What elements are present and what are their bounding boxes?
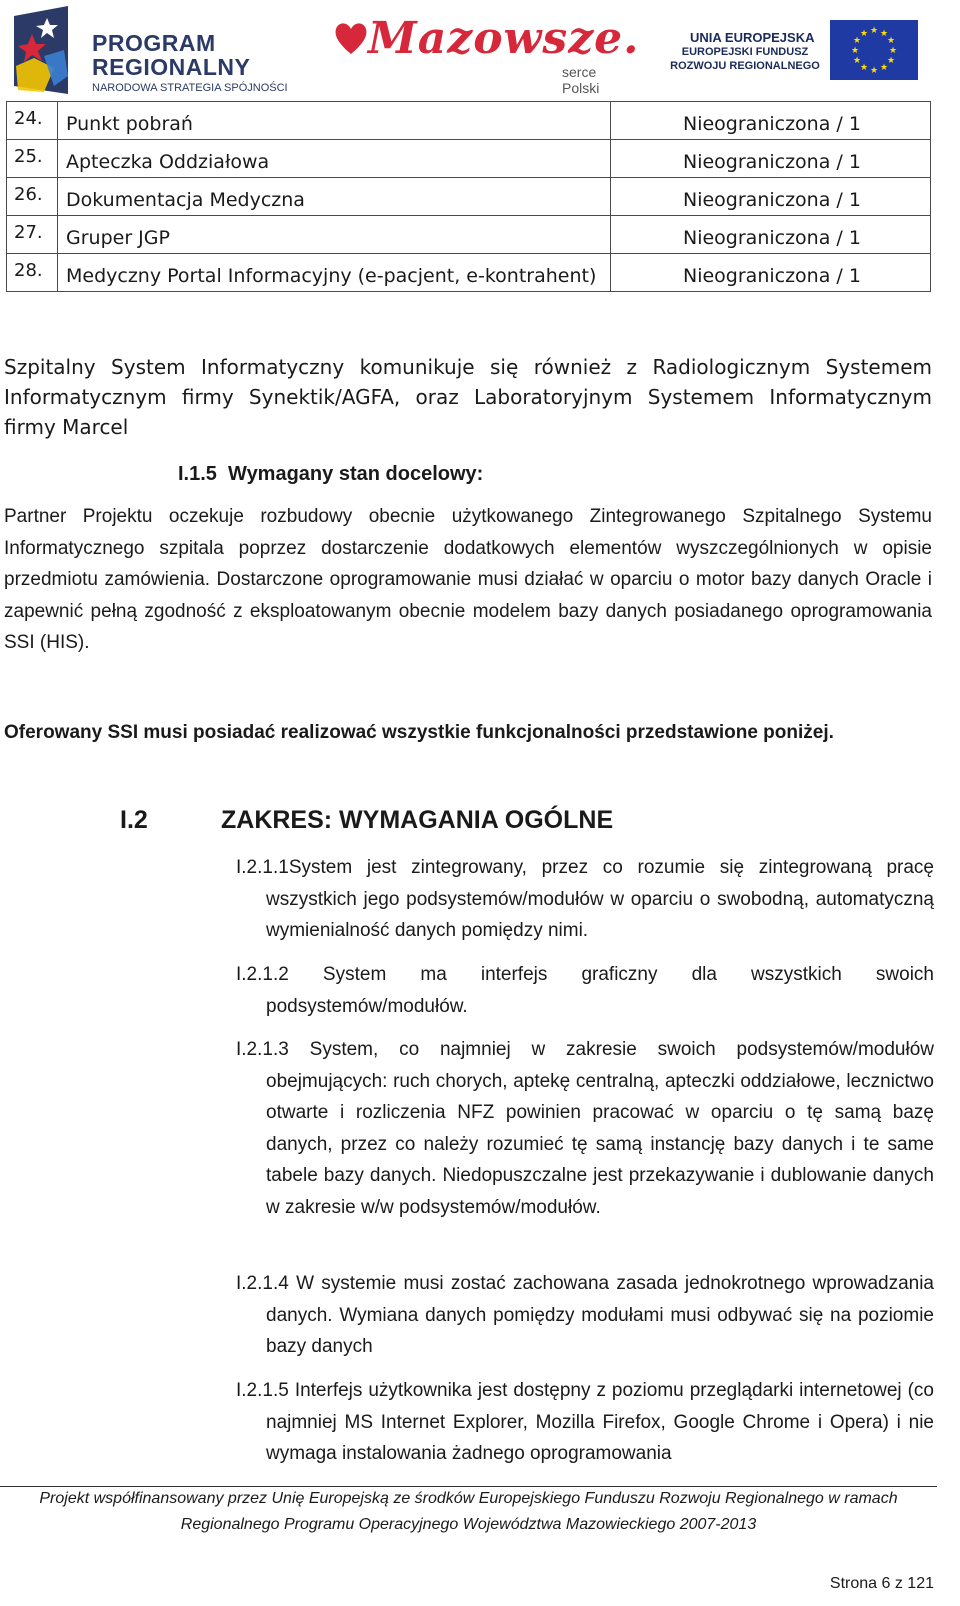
svg-text:★: ★: [850, 46, 860, 56]
footer-line1: Projekt współfinansowany przez Unię Europejską ze środków Europejskiego Funduszu Rozwoju Regionalnego w ramach: [39, 1490, 898, 1507]
program-regionalny-logo: [14, 6, 294, 94]
requirement-item: [236, 1268, 934, 1363]
program-title-line2: REGIONALNY: [92, 54, 251, 80]
table-row: [7, 178, 931, 216]
requirement-number: I.2.1.1: [236, 857, 289, 878]
row-number: 28.: [7, 254, 58, 292]
partner-paragraph: Partner Projektu oczekuje rozbudowy obecnie użytkowanego Zintegrowanego Szpitalnego Systemu Informatycznego szpitala poprzez dostarczenie dodatkowych elementów wyszczególnionych w opisie przedmiotu zamówienia. Dostarczone oprogramowanie musi działać w oparciu o motor bazy danych Oracle i zapewnić pełną zgodność z eksploatowanym obecnie modelem bazy danych posiadanego oprogramowania SSI (HIS).: [4, 506, 932, 653]
svg-text:★: ★: [879, 29, 889, 39]
eu-logo: [670, 18, 930, 84]
svg-text:★: ★: [886, 36, 896, 46]
requirement-text: System ma interfejs graficzny dla wszystkich swoich podsystemów/modułów.: [266, 964, 934, 1017]
requirement-item: [236, 959, 934, 1022]
table-row: [7, 140, 931, 178]
page-header: [0, 0, 960, 100]
svg-text:★: ★: [869, 66, 879, 76]
table-row: [7, 102, 931, 140]
requirement-number: I.2.1.5: [236, 1380, 289, 1401]
row-number: 25.: [7, 140, 58, 178]
eu-title: UNIA EUROPEJSKA: [690, 30, 815, 45]
footer-line2: Regionalnego Programu Operacyjnego Województwa Mazowieckiego 2007-2013: [180, 1516, 757, 1533]
mazowsze-wordmark: Mazowsze.: [368, 13, 640, 64]
page-number: Strona 6 z 121: [829, 1575, 934, 1592]
eu-fund-line1: EUROPEJSKI FUNDUSZ: [681, 46, 809, 58]
module-name: Punkt pobrań: [58, 102, 611, 140]
eu-flag-icon: [830, 20, 918, 80]
requirement-text: System, co najmniej w zakresie swoich podsystemów/modułów obejmujących: ruch chorych, aptekę centralną, apteczki oddziałowe, lecznictwo otwarte i rozliczenia NFZ powinien pracować w oparciu o tę samą bazę danych, przez co należy rozumieć tę samą instancję bazy danych i te same tabele bazy danych. Niedopuszczalne jest przekazywanie i dublowanie danych w zakresie w/w podsystemów/modułów.: [266, 1039, 934, 1218]
svg-text:★: ★: [879, 63, 889, 73]
program-subtitle: NARODOWA STRATEGIA SPÓJNOŚCI: [92, 82, 288, 94]
offered-paragraph: Oferowany SSI musi posiadać realizować wszystkie funkcjonalności przedstawione poniżej.: [4, 722, 834, 743]
section-heading-12: [120, 806, 614, 835]
section-number: I.2: [120, 806, 148, 834]
footer-divider: [0, 1486, 937, 1487]
requirement-text: System jest zintegrowany, przez co rozumie się zintegrowaną pracę wszystkich jego podsystemów/modułów w oparciu o swobodną, automatyczną wymienialność danych pomiędzy nimi.: [266, 857, 934, 941]
module-name: Apteczka Oddziałowa: [58, 140, 611, 178]
license-value: Nieograniczona / 1: [611, 216, 931, 254]
license-value: Nieograniczona / 1: [611, 254, 931, 292]
requirement-number: I.2.1.2: [236, 964, 289, 985]
svg-text:★: ★: [869, 26, 879, 36]
requirement-item: [236, 1034, 934, 1223]
module-name: Gruper JGP: [58, 216, 611, 254]
mazowsze-logo: [334, 13, 640, 96]
svg-text:★: ★: [852, 36, 862, 46]
requirement-text: Interfejs użytkownika jest dostępny z poziomu przeglądarki internetowej (co najmniej MS Internet Explorer, Mozilla Firefox, Google Chrome i Opera) i nie wymaga instalowania żadnego oprogramowania: [266, 1380, 934, 1464]
eu-fund-line2: ROZWOJU REGIONALNEGO: [670, 60, 820, 72]
row-number: 26.: [7, 178, 58, 216]
module-name: Medyczny Portal Informacyjny (e-pacjent, e-kontrahent): [58, 254, 611, 292]
communication-paragraph: Szpitalny System Informatyczny komunikuje się również z Radiologicznym Systemem Informatycznym firmy Synektik/AGFA, oraz Laboratoryjnym Systemem Informatycznym firmy Marcel: [4, 355, 932, 439]
module-name: Dokumentacja Medyczna: [58, 178, 611, 216]
requirement-item: [236, 852, 934, 947]
section-heading-115: [178, 463, 483, 486]
license-value: Nieograniczona / 1: [611, 102, 931, 140]
program-title-line1: PROGRAM: [92, 30, 216, 56]
svg-text:★: ★: [859, 29, 869, 39]
heart-icon: [334, 20, 368, 56]
section-number: I.1.5: [178, 463, 217, 485]
program-star-icon: [14, 6, 72, 94]
requirement-item: [236, 1375, 934, 1470]
license-value: Nieograniczona / 1: [611, 140, 931, 178]
row-number: 27.: [7, 216, 58, 254]
modules-table: [6, 101, 931, 292]
requirement-text: W systemie musi zostać zachowana zasada jednokrotnego wprowadzania danych. Wymiana danych pomiędzy modułami musi odbywać się na poziomie bazy danych: [266, 1273, 934, 1357]
table-row: [7, 254, 931, 292]
requirement-number: I.2.1.3: [236, 1039, 289, 1060]
table-row: [7, 216, 931, 254]
row-number: 24.: [7, 102, 58, 140]
svg-text:★: ★: [859, 63, 869, 73]
section-title: Wymagany stan docelowy:: [228, 463, 484, 485]
license-value: Nieograniczona / 1: [611, 178, 931, 216]
section-title: ZAKRES: WYMAGANIA OGÓLNE: [221, 806, 614, 834]
requirement-number: I.2.1.4: [236, 1273, 289, 1294]
mazowsze-tagline: serce Polski: [562, 64, 600, 96]
svg-text:★: ★: [888, 46, 898, 56]
svg-text:★: ★: [886, 56, 896, 66]
svg-text:★: ★: [852, 56, 862, 66]
